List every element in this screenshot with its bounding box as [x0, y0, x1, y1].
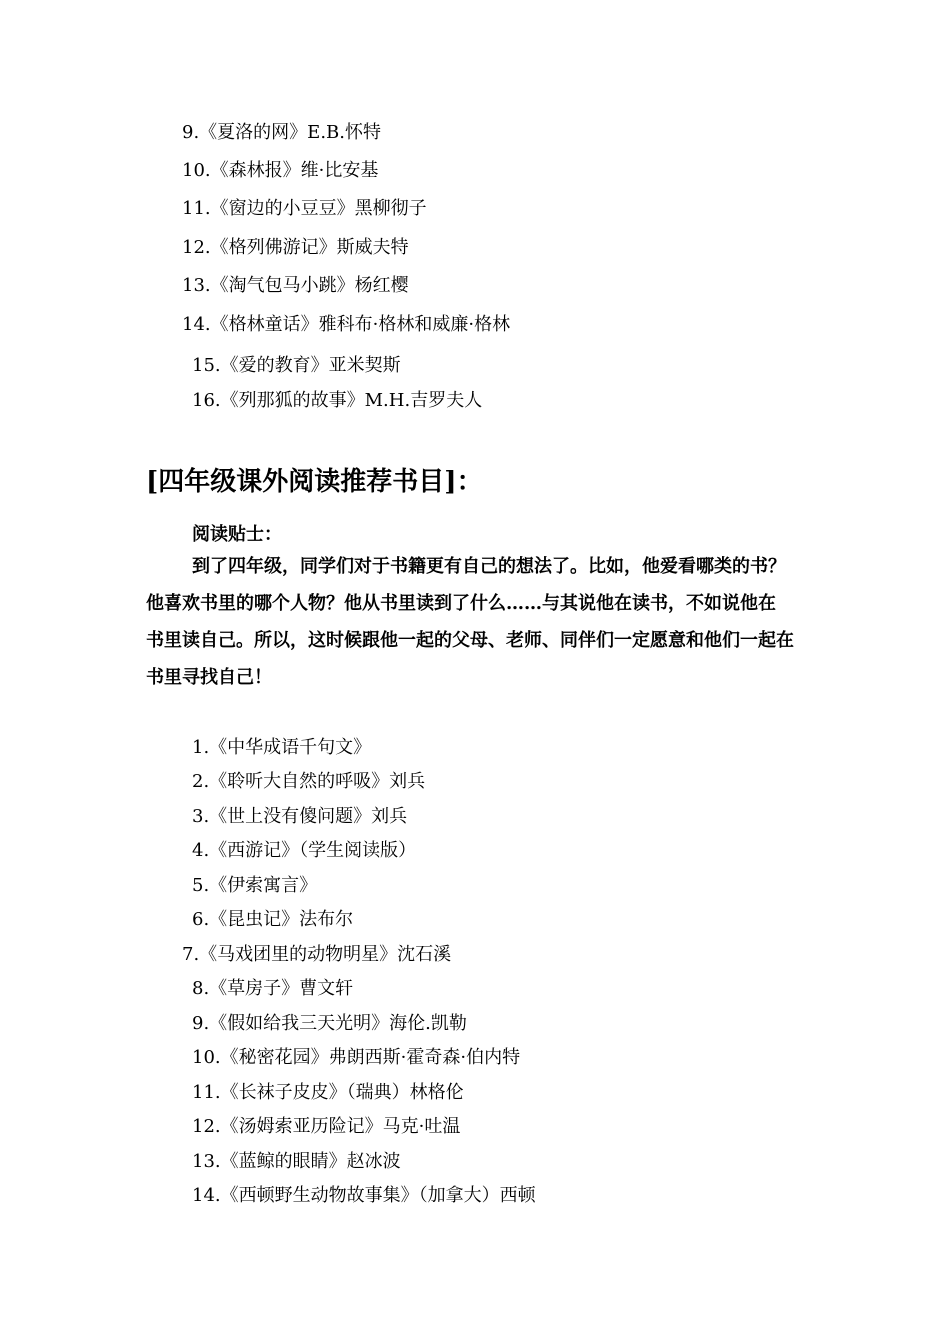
book-list-item: 7.《马戏团里的动物明星》沈石溪: [182, 944, 452, 965]
book-list-item: 12.《格列佛游记》斯威夫特: [182, 237, 409, 258]
reading-tips-line: 书里读自己。所以，这时候跟他一起的父母、老师、同伴们一定愿意和他们一起在: [146, 630, 794, 651]
book-list-item: 9.《夏洛的网》E.B.怀特: [182, 122, 381, 143]
section-heading-grade4: [四年级课外阅读推荐书目]：: [146, 467, 483, 497]
book-list-item: 1.《中华成语千句文》: [192, 737, 372, 758]
book-list-item: 11.《窗边的小豆豆》黑柳彻子: [182, 198, 427, 219]
book-list-item: 11.《长袜子皮皮》（瑞典）林格伦: [192, 1082, 464, 1103]
reading-tips-line: 他喜欢书里的哪个人物？他从书里读到了什么……与其说他在读书，不如说他在: [146, 593, 776, 614]
book-list-item: 13.《淘气包马小跳》杨红樱: [182, 275, 409, 296]
reading-tips-line: 到了四年级，同学们对于书籍更有自己的想法了。比如，他爱看哪类的书？: [192, 556, 786, 577]
book-list-item: 2.《聆听大自然的呼吸》刘兵: [192, 771, 426, 792]
book-list-item: 14.《格林童话》雅科布·格林和威廉·格林: [182, 314, 511, 335]
reading-tips-label: 阅读贴士：: [192, 524, 282, 545]
book-list-item: 14.《西顿野生动物故事集》（加拿大）西顿: [192, 1185, 536, 1206]
book-list-item: 16.《列那狐的故事》M.H.吉罗夫人: [192, 390, 483, 411]
book-list-item: 10.《森林报》维·比安基: [182, 160, 379, 181]
book-list-item: 10.《秘密花园》弗朗西斯·霍奇森·伯内特: [192, 1047, 521, 1068]
book-list-item: 15.《爱的教育》亚米契斯: [192, 355, 401, 376]
book-list-item: 5.《伊索寓言》: [192, 875, 318, 896]
book-list-item: 13.《蓝鲸的眼睛》赵冰波: [192, 1151, 401, 1172]
reading-tips-line: 书里寻找自己！: [146, 667, 272, 688]
book-list-item: 8.《草房子》曹文轩: [192, 978, 354, 999]
book-list-item: 6.《昆虫记》法布尔: [192, 909, 354, 930]
book-list-item: 9.《假如给我三天光明》海伦.凯勒: [192, 1013, 467, 1034]
book-list-item: 12.《汤姆索亚历险记》马克·吐温: [192, 1116, 461, 1137]
book-list-item: 3.《世上没有傻问题》刘兵: [192, 806, 408, 827]
book-list-item: 4.《西游记》（学生阅读版）: [192, 840, 417, 861]
